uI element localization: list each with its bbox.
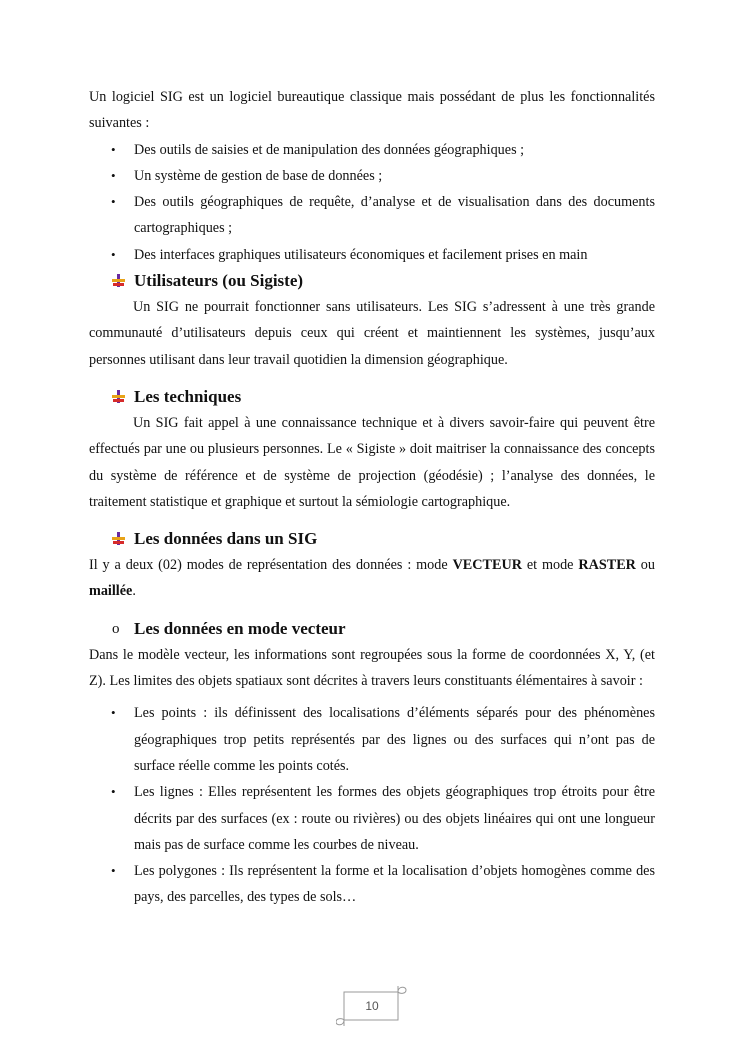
section-heading-users: Utilisateurs (ou Sigiste): [89, 268, 655, 294]
bullet-icon: •: [111, 784, 116, 800]
tech-paragraph: Un SIG fait appel à une connaissance technique et à divers savoir-faire qui peuvent être effectués par une ou plusieurs personnes. Le « Sigiste » doit maitriser la connaissance des concepts du système de référence et de système de projection (géodésie) ; l’analyse des données, le traitement statistique et graphique et surtout la sémiologie cartographique.: [89, 414, 655, 510]
section-marker-icon: [112, 532, 125, 545]
section-marker-icon: [112, 390, 125, 403]
section-heading-data: Les données dans un SIG: [89, 526, 655, 552]
circle-bullet-icon: o: [112, 620, 120, 637]
bullet-icon: •: [111, 246, 116, 262]
list-item: • Les lignes : Elles représentent les formes des objets géographiques trop étroits pour être décrits par des surfaces (ex : route ou rivières) ou des objets linéaires qui ont une longueur mais pas de surface comme les courbes de niveau.: [89, 779, 655, 858]
list-item: • Des interfaces graphiques utilisateurs économiques et facilement prises en main: [89, 242, 655, 268]
vector-items-list: [89, 700, 655, 910]
list-item: • Les polygones : Ils représentent la forme et la localisation d’objets homogènes comme des pays, des parcelles, des types de sols…: [89, 858, 655, 911]
bullet-icon: •: [111, 194, 116, 210]
intro-paragraph: Un logiciel SIG est un logiciel bureautique classique mais possédant de plus les fonctionnalités suivantes :: [89, 89, 655, 132]
document-page: [89, 84, 655, 911]
section-heading-tech: Les techniques: [89, 384, 655, 410]
list-item: • Des outils de saisies et de manipulation des données géographiques ;: [89, 137, 655, 163]
list-item: • Les points : ils définissent des localisations d’éléments séparés pour des phénomènes géographiques trop petits représentés par des lignes ou des surfaces qui n’ont pas de surface réelle comme les points cotés.: [89, 700, 655, 779]
page-number-scroll: [336, 982, 408, 1032]
list-item: • Un système de gestion de base de données ;: [89, 163, 655, 189]
bullet-icon: •: [111, 705, 116, 721]
users-paragraph: Un SIG ne pourrait fonctionner sans utilisateurs. Les SIG s’adressent à une très grande communauté d’utilisateurs depuis ceux qui créent et maintiennent les systèmes, jusqu’aux personnes utilisant dans leur travail quotidien la dimension géographique.: [89, 299, 655, 368]
bullet-icon: •: [111, 141, 116, 157]
list-item: • Des outils géographiques de requête, d’analyse et de visualisation dans des documents cartographiques ;: [89, 189, 655, 242]
vector-paragraph: Dans le modèle vecteur, les informations sont regroupées sous la forme de coordonnées X, Y, (et Z). Les limites des objets spatiaux sont décrites à travers leurs constituants élémentaires à savoir :: [89, 646, 655, 690]
section-marker-icon: [112, 274, 125, 287]
features-list: [89, 137, 655, 268]
data-paragraph: Il y a deux (02) modes de représentation des données : mode VECTEUR et mode RASTER ou maillée.: [89, 557, 655, 600]
page-number: 10: [365, 999, 379, 1013]
bullet-icon: •: [111, 863, 116, 879]
bullet-icon: •: [111, 167, 116, 183]
section-heading-vector: o Les données en mode vecteur: [89, 616, 655, 642]
